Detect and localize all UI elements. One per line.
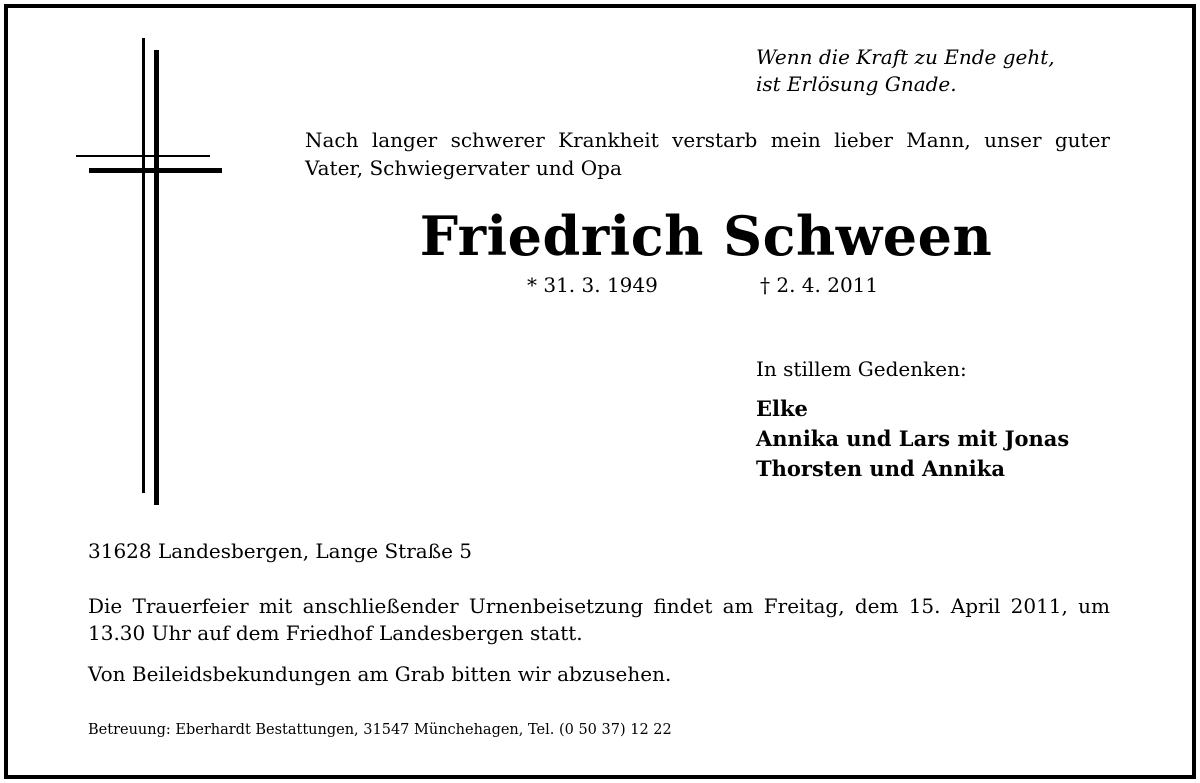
mourner-name: Thorsten und Annika bbox=[756, 456, 1005, 481]
service-details: Die Trauerfeier mit anschließender Urnenbeisetzung findet am Freitag, dem 15. April 2011, um 13.30 Uhr auf dem Friedhof Landesbergen statt. bbox=[88, 594, 1110, 645]
funeral-home-footer: Betreuung: Eberhardt Bestattungen, 31547 Münchehagen, Tel. (0 50 37) 12 22 bbox=[88, 722, 672, 738]
mourner-name: Annika und Lars mit Jonas bbox=[756, 426, 1070, 451]
death-date: † 2. 4. 2011 bbox=[760, 273, 879, 297]
motto-line-2: ist Erlösung Gnade. bbox=[756, 72, 957, 96]
condolence-note: Von Beileidsbekundungen am Grab bitten wir abzusehen. bbox=[88, 662, 672, 686]
motto-quote bbox=[756, 44, 1136, 98]
motto-line-1: Wenn die Kraft zu Ende geht, bbox=[756, 45, 1055, 69]
deceased-name: Friedrich Schween bbox=[419, 204, 993, 268]
intro-text: Nach langer schwerer Krankheit verstarb mein lieber Mann, unser guter Vater, Schwiegervater und Opa bbox=[305, 128, 1110, 180]
birth-date: * 31. 3. 1949 bbox=[527, 273, 658, 297]
family-address: 31628 Landesbergen, Lange Straße 5 bbox=[88, 539, 472, 563]
mourners-heading: In stillem Gedenken: bbox=[756, 357, 967, 381]
mourner-name: Elke bbox=[756, 396, 808, 421]
mourners-list bbox=[756, 394, 1069, 484]
